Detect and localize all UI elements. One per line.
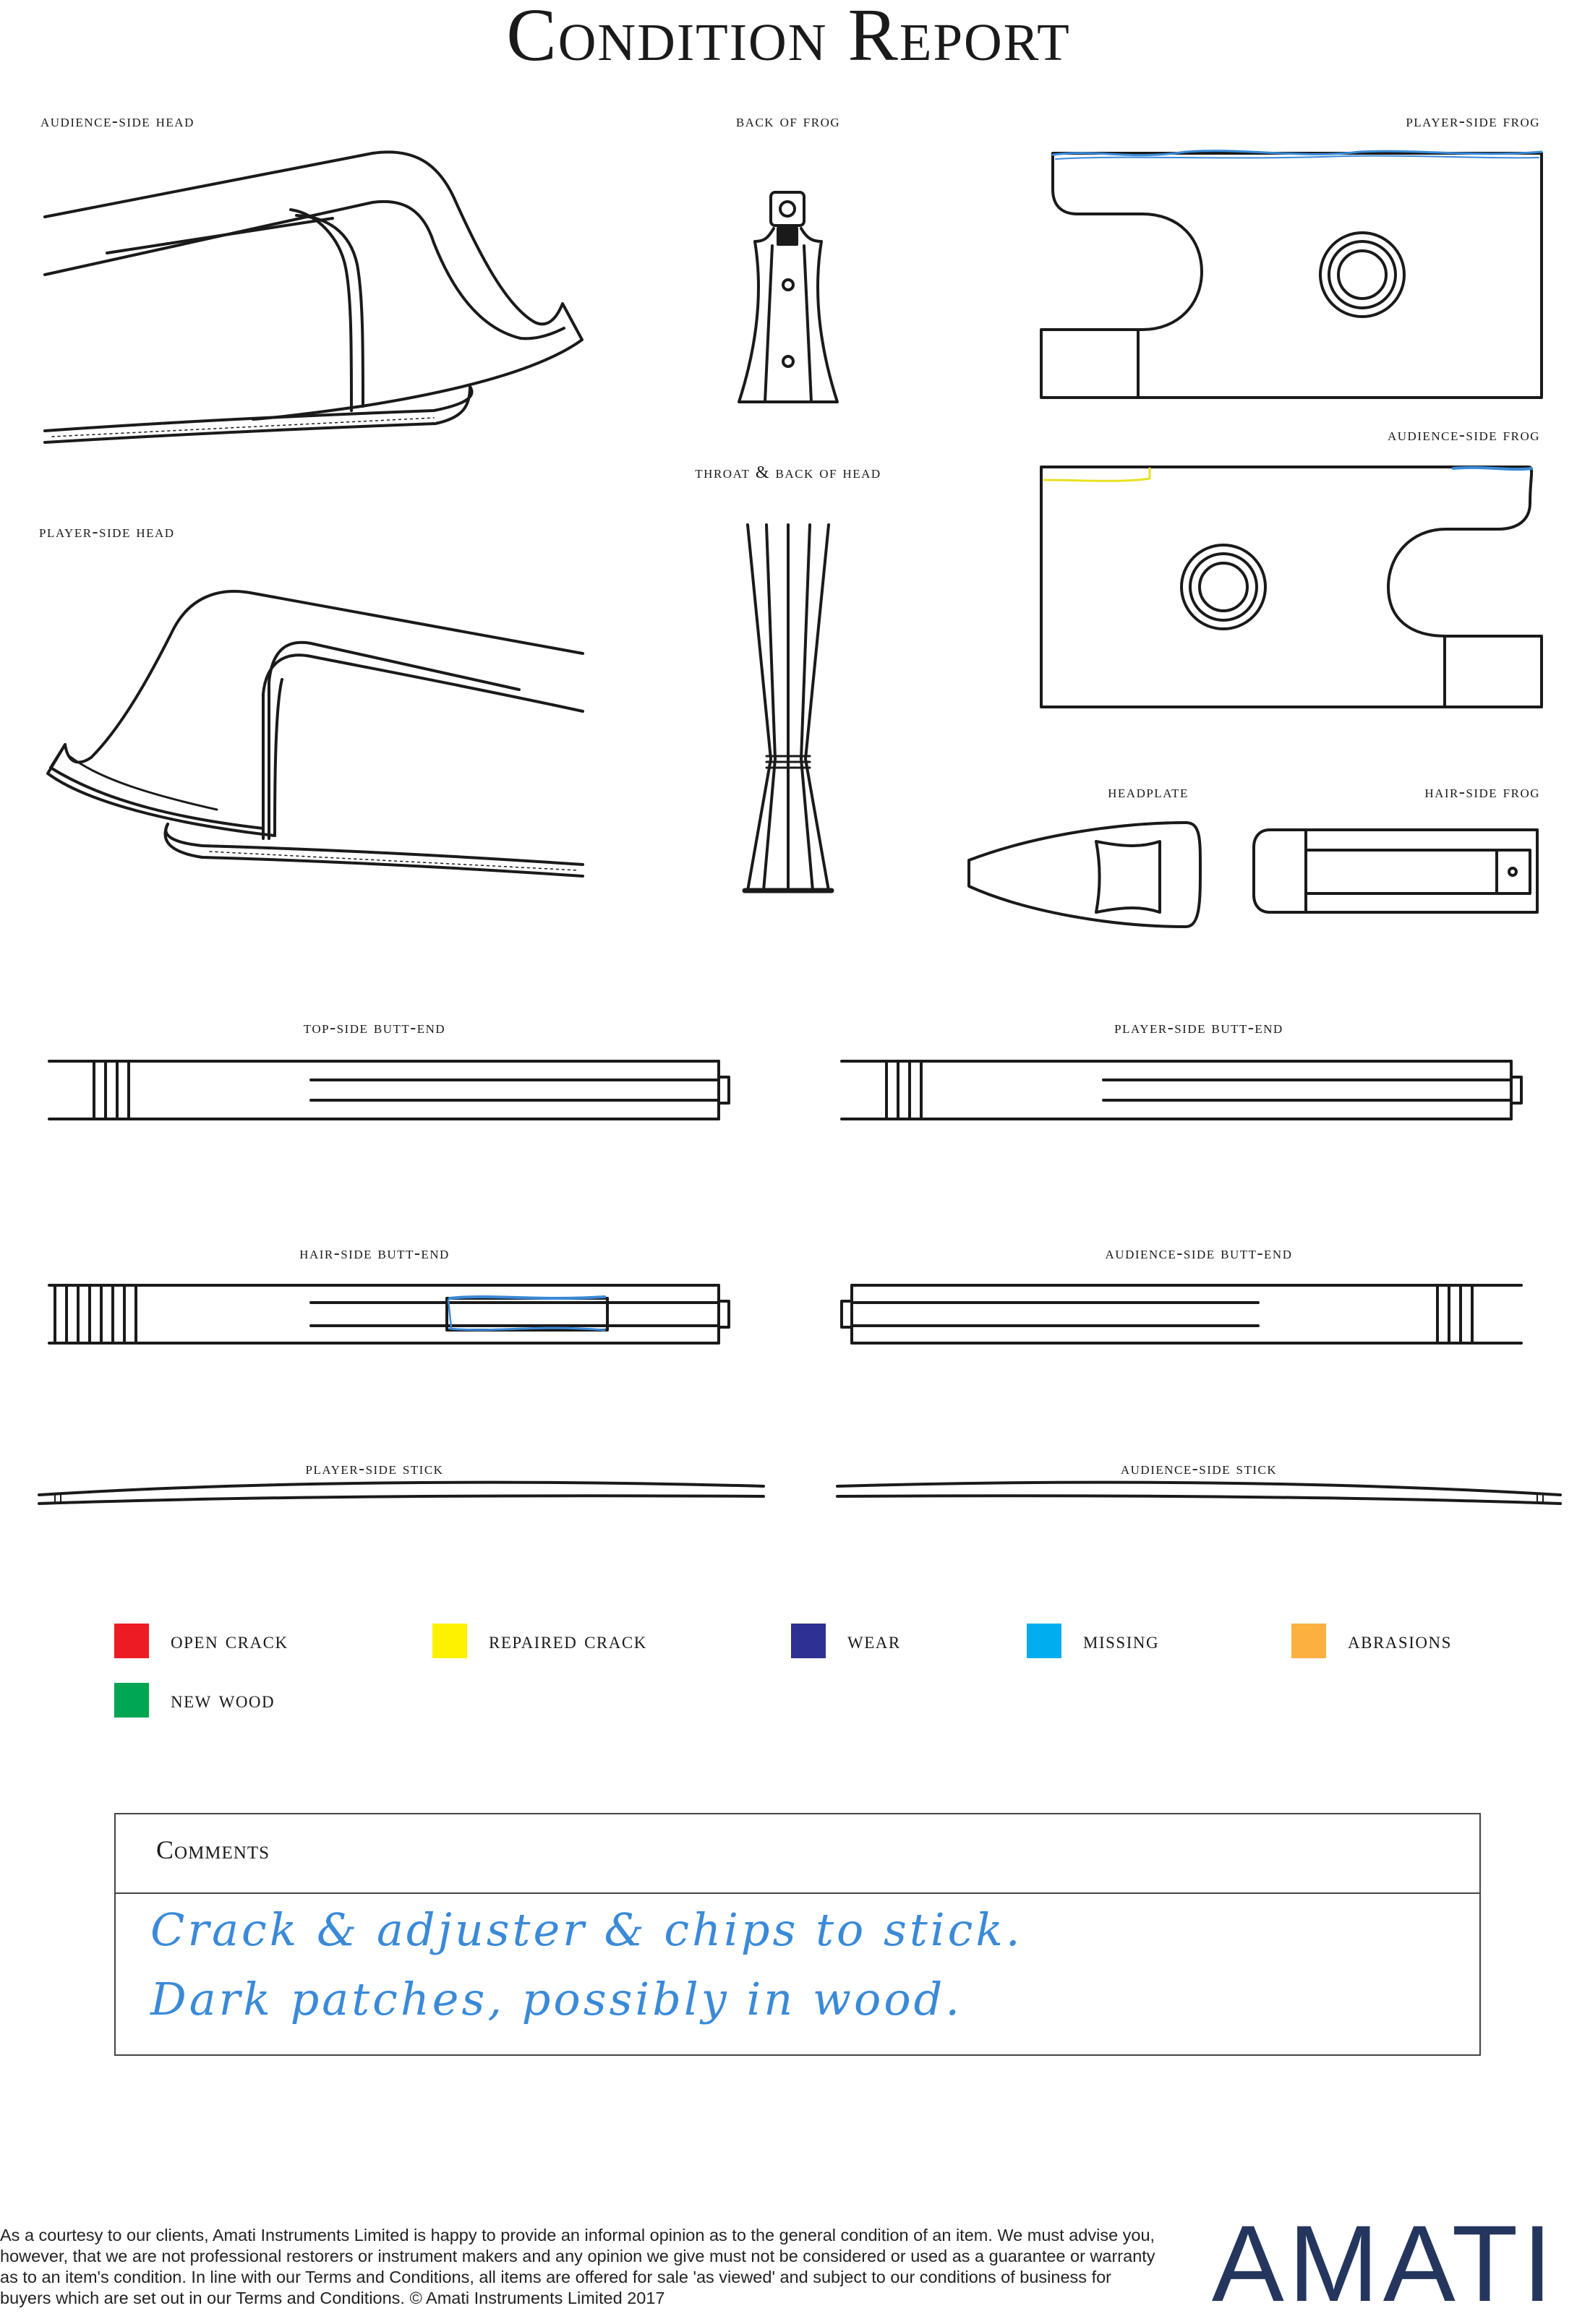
label-headplate: headplate — [1108, 783, 1189, 802]
hair-side-butt-end-drawing — [49, 1285, 729, 1343]
audience-side-head-drawing — [45, 152, 582, 442]
back-of-frog-drawing — [739, 192, 837, 402]
label-hair-side-butt-end: hair-side butt-end — [299, 1244, 450, 1263]
player-side-head-drawing — [48, 591, 583, 876]
hair-side-frog-drawing — [1254, 830, 1537, 912]
disclaimer-text: As a courtesy to our clients, Amati Instruments Limited is happy to provide an informal opinion as to the general condition of an item. We must advise you, however, that we are not professional restorers or instrument makers and any opinion we give must not be considered or used as a guarantee or warranty as to an item's condition. In line with our Terms and Conditions, all items are offered for sale 'as viewed' and subject to our conditions of business for buyers which are set out in our Terms and Conditions. © Amati Instruments Limited 2017 — [0, 2226, 1155, 2307]
label-top-side-butt-end: top-side butt-end — [303, 1019, 446, 1037]
swatch-abrasions — [1291, 1624, 1326, 1658]
legend-label-repaired-crack: repaired crack — [489, 1627, 647, 1654]
label-hair-side-frog: hair-side frog — [1424, 783, 1540, 802]
label-player-side-stick: player-side stick — [305, 1459, 444, 1478]
throat-back-of-head-drawing — [745, 525, 832, 891]
label-back-of-frog: back of frog — [735, 112, 841, 131]
legend-missing — [1027, 1624, 1159, 1658]
legend-repaired-crack — [432, 1624, 647, 1658]
player-side-frog-drawing — [1041, 151, 1542, 398]
legend-open-crack — [114, 1624, 289, 1658]
audience-side-stick-drawing — [837, 1483, 1560, 1504]
legend-label-open-crack: open crack — [171, 1627, 289, 1654]
headplate-drawing — [969, 823, 1200, 927]
swatch-new-wood — [114, 1683, 149, 1718]
audience-side-frog-drawing — [1041, 467, 1542, 707]
swatch-missing — [1027, 1624, 1061, 1658]
legend-label-new-wood: new wood — [171, 1686, 275, 1713]
comments-handwritten-text: Crack & adjuster & chips to stick. Dark patches, possibly in wood. — [150, 1903, 1023, 2025]
legend-label-missing: missing — [1083, 1627, 1160, 1654]
player-side-stick-drawing — [39, 1483, 764, 1504]
swatch-repaired-crack — [432, 1624, 467, 1658]
comments-title: Comments — [156, 1835, 270, 1864]
page-title: Condition Report — [506, 0, 1071, 77]
swatch-wear — [791, 1624, 826, 1658]
label-audience-side-stick: audience-side stick — [1120, 1459, 1278, 1478]
amati-logo: AMATI — [1211, 2203, 1557, 2324]
legend-label-wear: wear — [847, 1627, 901, 1654]
legend-abrasions — [1291, 1624, 1452, 1658]
label-audience-side-butt-end: audience-side butt-end — [1105, 1244, 1293, 1263]
legend-label-abrasions: abrasions — [1348, 1627, 1452, 1654]
legend-wear — [791, 1624, 901, 1658]
audience-side-butt-end-drawing — [842, 1285, 1521, 1343]
label-audience-side-head: audience-side head — [40, 112, 195, 131]
comments-header — [116, 1814, 1479, 1894]
label-player-side-butt-end: player-side butt-end — [1114, 1019, 1283, 1037]
label-player-side-frog: player-side frog — [1406, 112, 1540, 131]
top-side-butt-end-drawing — [49, 1061, 729, 1119]
swatch-open-crack — [114, 1624, 149, 1658]
comments-box — [114, 1813, 1481, 2056]
legend-new-wood — [114, 1683, 275, 1718]
label-player-side-head: player-side head — [39, 523, 175, 541]
label-throat-back-of-head: throat & back of head — [695, 463, 881, 482]
player-side-butt-end-drawing — [842, 1061, 1521, 1119]
label-audience-side-frog: audience-side frog — [1388, 426, 1540, 445]
